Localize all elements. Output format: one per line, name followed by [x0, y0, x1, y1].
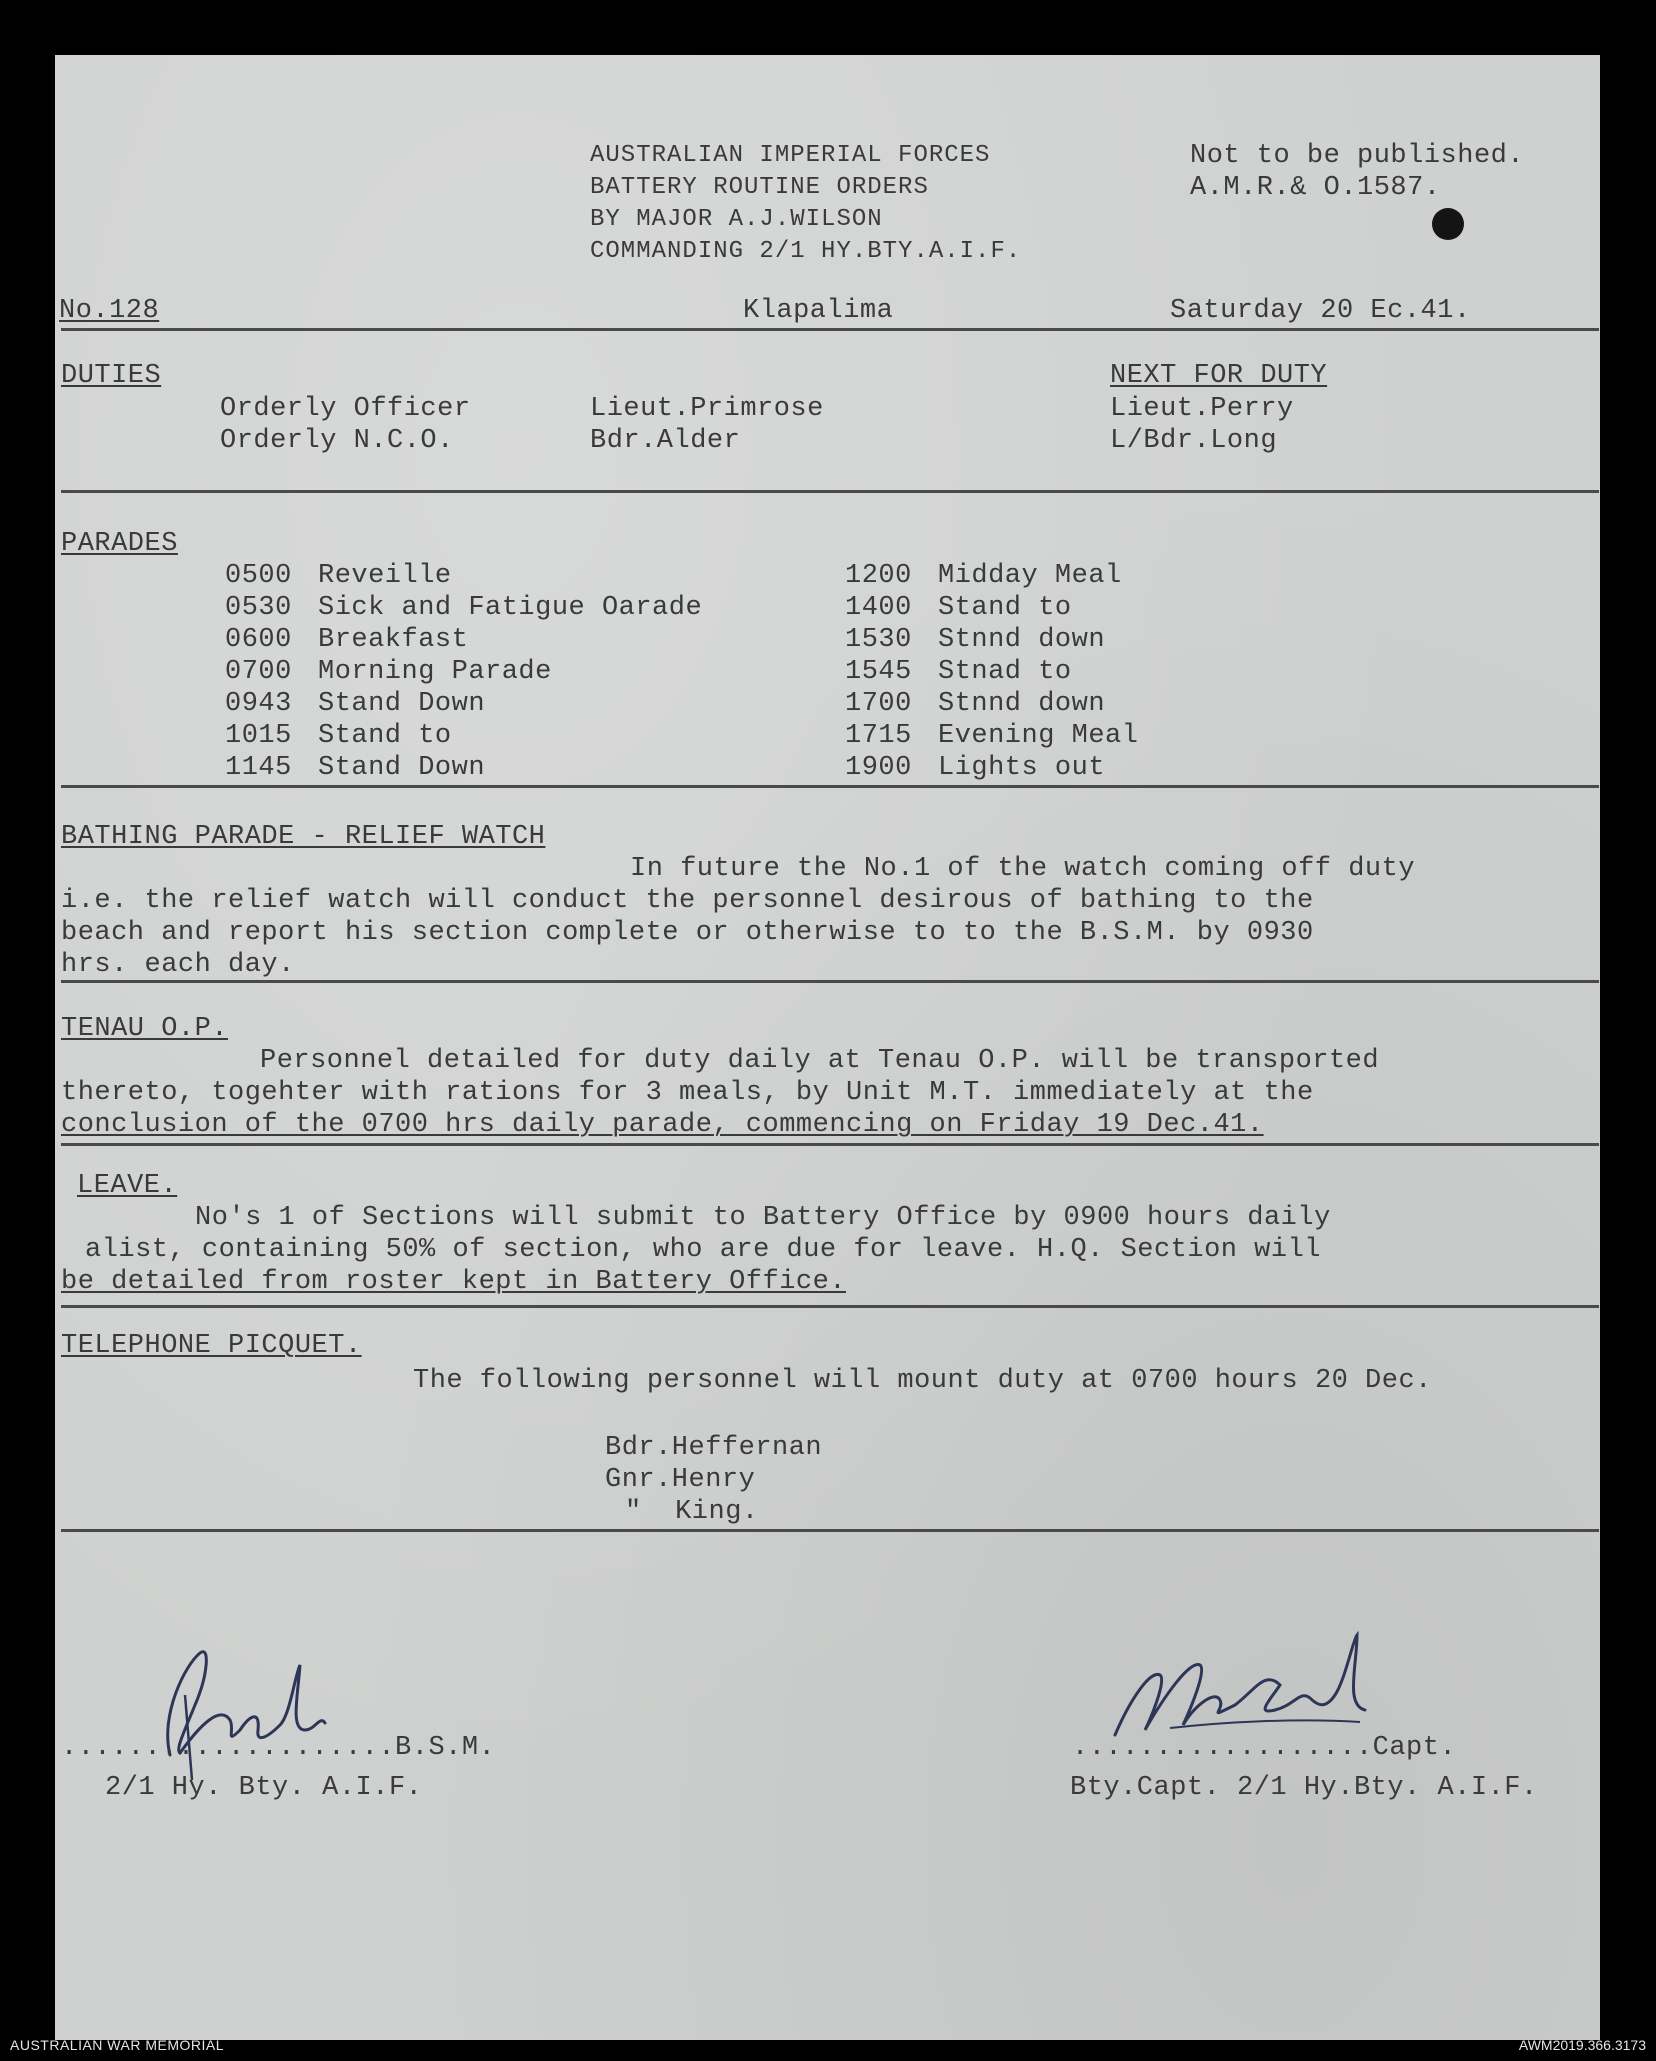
parade-time: 1700	[845, 689, 912, 719]
parade-time: 1900	[845, 753, 912, 783]
parade-time: 0500	[225, 561, 292, 591]
divider	[61, 1529, 1599, 1532]
picquet-name: Gnr.Henry	[605, 1465, 756, 1495]
order-date: Saturday 20 Ec.41.	[1170, 296, 1471, 326]
tenau-text-line: thereto, togehter with rations for 3 meals, by Unit M.T. immediately at the	[61, 1078, 1314, 1108]
bathing-text-line: In future the No.1 of the watch coming off duty	[630, 854, 1416, 884]
duty-next: Lieut.Perry	[1110, 394, 1294, 424]
parade-event: Stnad to	[938, 657, 1072, 687]
telephone-intro: The following personnel will mount duty at 0700 hours 20 Dec.	[413, 1366, 1432, 1396]
divider	[61, 785, 1599, 788]
bsm-unit: 2/1 Hy. Bty. A.I.F.	[105, 1773, 423, 1803]
divider	[61, 1143, 1599, 1146]
parade-event: Stand Down	[318, 753, 486, 783]
catalogue-number: AWM2019.366.3173	[1518, 2037, 1646, 2053]
regulation-ref: A.M.R.& O.1587.	[1190, 173, 1441, 203]
header-line-4: COMMANDING 2/1 HY.BTY.A.I.F.	[590, 238, 1022, 265]
parade-event: Midday Meal	[938, 561, 1122, 591]
parade-time: 1715	[845, 721, 912, 751]
divider	[61, 490, 1599, 493]
telephone-heading: TELEPHONE PICQUET.	[61, 1331, 362, 1361]
duty-next: L/Bdr.Long	[1110, 426, 1278, 456]
parade-time: 0700	[225, 657, 292, 687]
archive-credit: AUSTRALIAN WAR MEMORIAL	[10, 2037, 225, 2053]
picquet-name: " King.	[625, 1497, 759, 1527]
parade-event: Reveille	[318, 561, 452, 591]
parade-time: 0600	[225, 625, 292, 655]
duty-role: Orderly Officer	[220, 394, 471, 424]
bathing-text-line: i.e. the relief watch will conduct the personnel desirous of bathing to the	[61, 886, 1314, 916]
document-page	[55, 55, 1600, 2040]
parade-time: 0943	[225, 689, 292, 719]
leave-text-line: No's 1 of Sections will submit to Battery Office by 0900 hours daily	[195, 1203, 1331, 1233]
parade-time: 1545	[845, 657, 912, 687]
duty-role: Orderly N.C.O.	[220, 426, 454, 456]
parade-event: Lights out	[938, 753, 1106, 783]
parade-event: Stnnd down	[938, 689, 1106, 719]
parade-event: Morning Parade	[318, 657, 552, 687]
bsm-signature-line: ....................B.S.M.	[61, 1733, 496, 1763]
bathing-text-line: hrs. each day.	[61, 950, 295, 980]
order-number: No.128	[59, 296, 160, 326]
parade-event: Evening Meal	[938, 721, 1139, 751]
parade-event: Breakfast	[318, 625, 469, 655]
parade-event: Stnnd down	[938, 625, 1106, 655]
parade-time: 1530	[845, 625, 912, 655]
ink-blot	[1432, 208, 1464, 240]
captain-signature-line: ..................Capt.	[1072, 1733, 1457, 1763]
header-line-3: BY MAJOR A.J.WILSON	[590, 206, 883, 233]
leave-text-line: alist, containing 50% of section, who are due for leave. H.Q. Section will	[85, 1235, 1321, 1265]
captain-unit: Bty.Capt. 2/1 Hy.Bty. A.I.F.	[1070, 1773, 1538, 1803]
parade-time: 1015	[225, 721, 292, 751]
parade-event: Stand Down	[318, 689, 486, 719]
parades-heading: PARADES	[61, 529, 178, 559]
parade-time: 1145	[225, 753, 292, 783]
parade-time: 0530	[225, 593, 292, 623]
header-line-1: AUSTRALIAN IMPERIAL FORCES	[590, 142, 991, 169]
picquet-name: Bdr.Heffernan	[605, 1433, 823, 1463]
duty-name: Bdr.Alder	[590, 426, 741, 456]
parade-event: Stand to	[938, 593, 1072, 623]
parade-time: 1200	[845, 561, 912, 591]
tenau-text-line: Personnel detailed for duty daily at Tenau O.P. will be transported	[260, 1046, 1380, 1076]
publication-note: Not to be published.	[1190, 141, 1525, 171]
divider	[61, 328, 1599, 331]
leave-heading: LEAVE.	[77, 1171, 178, 1201]
tenau-heading: TENAU O.P.	[61, 1014, 229, 1044]
parade-event: Stand to	[318, 721, 452, 751]
parade-event: Sick and Fatigue Oarade	[318, 593, 703, 623]
bathing-text-line: beach and report his section complete or otherwise to to the B.S.M. by 0930	[61, 918, 1314, 948]
divider	[61, 980, 1599, 983]
bathing-heading: BATHING PARADE - RELIEF WATCH	[61, 822, 546, 852]
leave-text-line: be detailed from roster kept in Battery Office.	[61, 1267, 847, 1297]
duty-name: Lieut.Primrose	[590, 394, 824, 424]
next-for-duty-heading: NEXT FOR DUTY	[1110, 361, 1328, 391]
parade-time: 1400	[845, 593, 912, 623]
tenau-text-line: conclusion of the 0700 hrs daily parade, commencing on Friday 19 Dec.41.	[61, 1110, 1264, 1140]
duties-heading: DUTIES	[61, 361, 162, 391]
divider	[61, 1305, 1599, 1308]
order-place: Klapalima	[743, 296, 894, 326]
header-line-2: BATTERY ROUTINE ORDERS	[590, 174, 929, 201]
